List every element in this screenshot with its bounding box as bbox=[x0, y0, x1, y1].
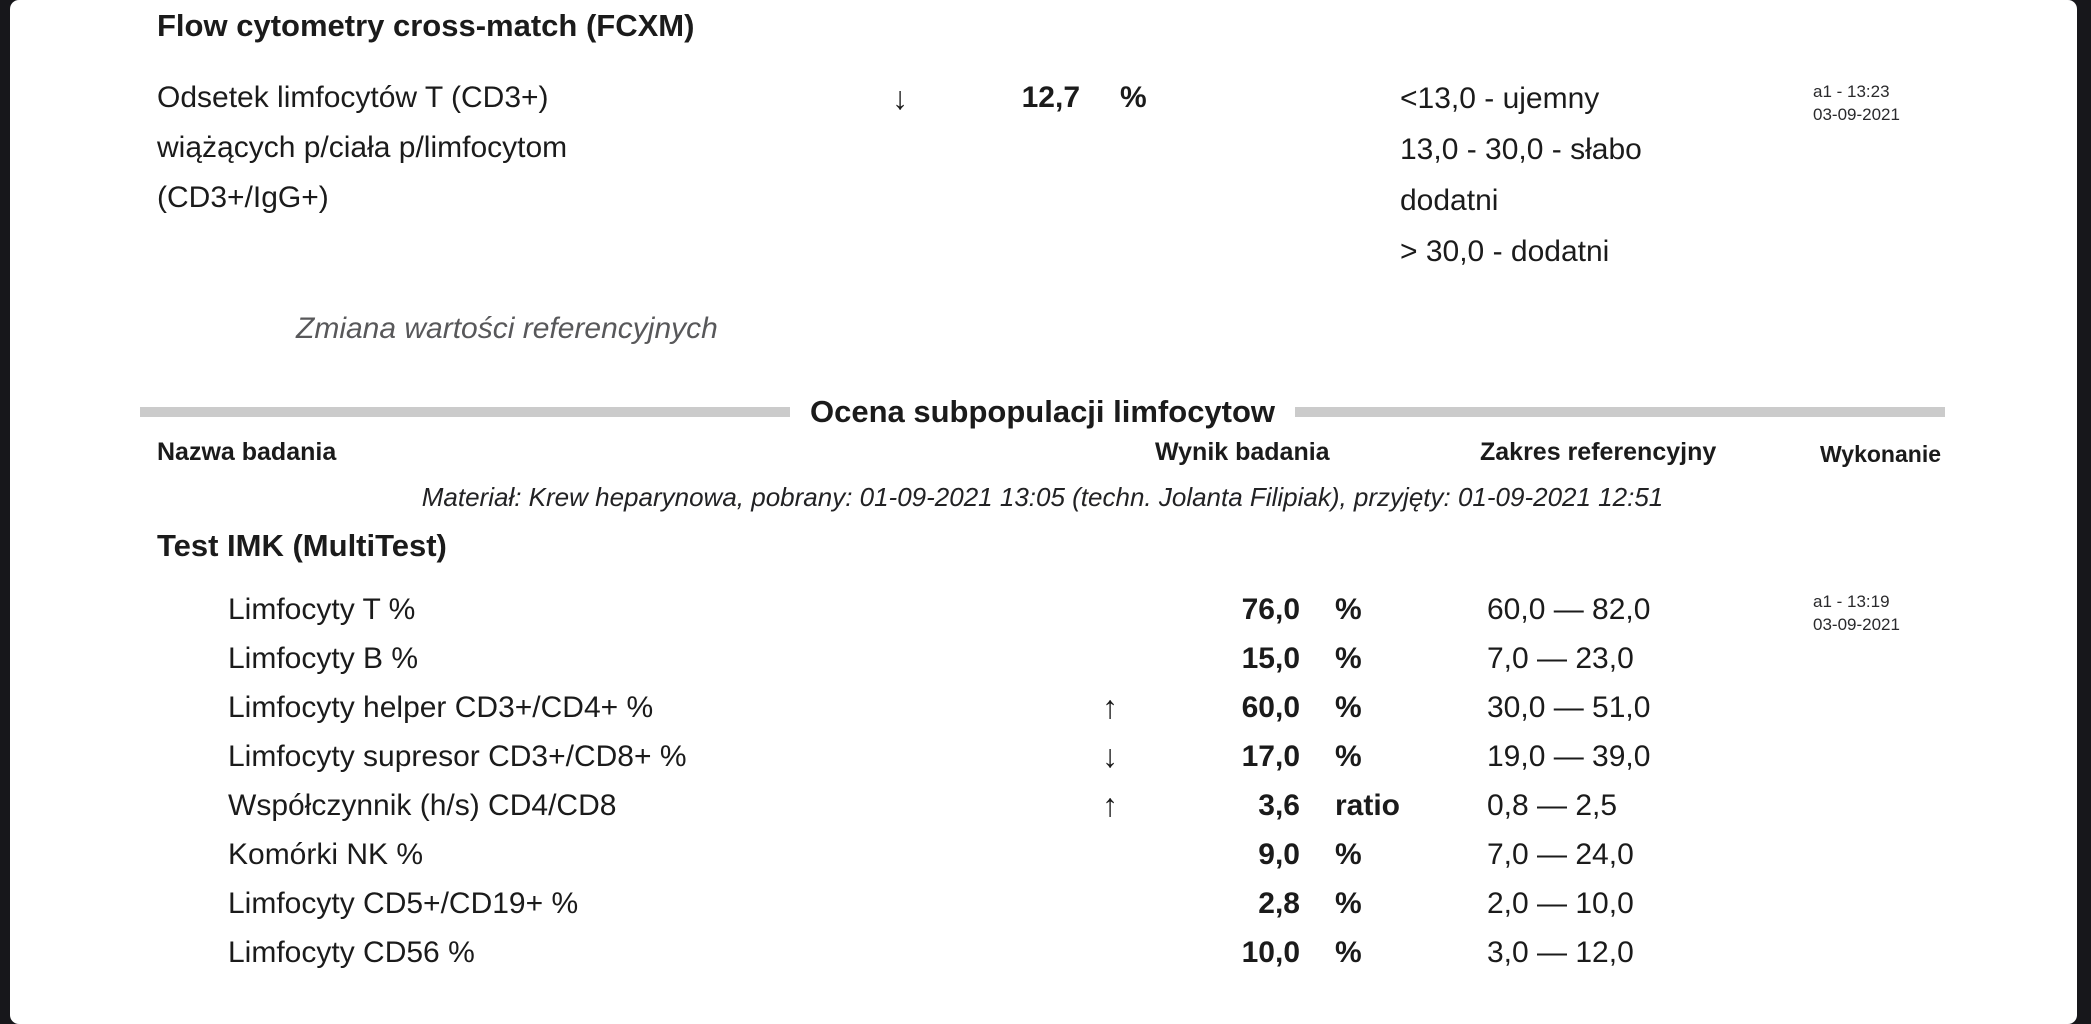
reference-range: 7,0 — 23,0 bbox=[1487, 642, 1634, 675]
test-name: Limfocyty T % bbox=[228, 593, 416, 626]
fcxm-reference-line: <13,0 - ujemny bbox=[1400, 82, 1600, 115]
result-value: 9,0 bbox=[1258, 838, 1300, 871]
fcxm-test-name bbox=[157, 73, 887, 223]
performed-code: a1 - 13:23 bbox=[1813, 82, 1890, 101]
table-row bbox=[10, 683, 2077, 732]
reference-change-note: Zmiana wartości referencyjnych bbox=[296, 312, 718, 345]
abnormal-flag-arrow-icon: ↑ bbox=[1102, 787, 1118, 823]
column-header-performed: Wykonanie bbox=[1820, 441, 1941, 467]
result-value: 76,0 bbox=[1241, 593, 1300, 626]
table-row bbox=[10, 879, 2077, 928]
table-row bbox=[10, 928, 2077, 977]
fcxm-reference-line: 13,0 - 30,0 - słabo bbox=[1400, 133, 1642, 166]
result-unit: % bbox=[1335, 642, 1362, 675]
report-page bbox=[10, 0, 2077, 1024]
result-value: 3,6 bbox=[1258, 789, 1300, 822]
table-row bbox=[10, 585, 2077, 634]
fcxm-reference-line: > 30,0 - dodatni bbox=[1400, 235, 1610, 268]
column-header-result: Wynik badania bbox=[1155, 438, 1330, 466]
reference-range: 3,0 — 12,0 bbox=[1487, 936, 1634, 969]
fcxm-reference-line: dodatni bbox=[1400, 184, 1499, 217]
abnormal-flag-arrow-icon: ↑ bbox=[1102, 689, 1118, 725]
table-row bbox=[10, 634, 2077, 683]
material-info-line: Materiał: Krew heparynowa, pobrany: 01-09-2021 13:05 (techn. Jolanta Filipiak), przyjęty: 01-09-2021 12:51 bbox=[421, 482, 1664, 512]
test-name: Współczynnik (h/s) CD4/CD8 bbox=[228, 789, 617, 822]
result-unit: % bbox=[1335, 887, 1362, 920]
test-name: Limfocyty helper CD3+/CD4+ % bbox=[228, 691, 654, 724]
performed-code: a1 - 13:19 bbox=[1813, 592, 1890, 611]
test-name: Limfocyty CD56 % bbox=[228, 936, 475, 969]
result-unit: % bbox=[1335, 740, 1362, 773]
fcxm-result-value: 12,7 bbox=[1021, 81, 1080, 114]
result-value: 17,0 bbox=[1241, 740, 1300, 773]
reference-range: 30,0 — 51,0 bbox=[1487, 691, 1651, 724]
abnormal-low-arrow-icon: ↓ bbox=[892, 80, 908, 116]
reference-range: 0,8 — 2,5 bbox=[1487, 789, 1618, 822]
abnormal-flag-arrow-icon: ↓ bbox=[1102, 738, 1118, 774]
result-value: 60,0 bbox=[1241, 691, 1300, 724]
fcxm-reference-range bbox=[1400, 73, 1800, 277]
table-row bbox=[10, 732, 2077, 781]
result-value: 10,0 bbox=[1241, 936, 1300, 969]
result-unit: ratio bbox=[1335, 789, 1401, 822]
imk-results-table bbox=[10, 585, 2077, 977]
section-title: Ocena subpopulacji limfocytow bbox=[809, 394, 1276, 429]
performed-date: 03-09-2021 bbox=[1813, 615, 1900, 634]
result-value: 15,0 bbox=[1241, 642, 1300, 675]
section-header bbox=[140, 392, 1945, 432]
table-row bbox=[10, 830, 2077, 879]
test-name: Komórki NK % bbox=[228, 838, 424, 871]
reference-range: 7,0 — 24,0 bbox=[1487, 838, 1634, 871]
result-unit: % bbox=[1335, 593, 1362, 626]
fcxm-section-title: Flow cytometry cross-match (FCXM) bbox=[157, 8, 695, 43]
result-unit: % bbox=[1335, 838, 1362, 871]
reference-range: 60,0 — 82,0 bbox=[1487, 593, 1651, 626]
fcxm-test-name-line: (CD3+/IgG+) bbox=[157, 181, 329, 214]
fcxm-test-name-line: wiążących p/ciała p/limfocytom bbox=[157, 131, 568, 164]
section-divider-bar-left bbox=[140, 407, 790, 417]
test-name: Limfocyty CD5+/CD19+ % bbox=[228, 887, 579, 920]
fcxm-test-name-line: Odsetek limfocytów T (CD3+) bbox=[157, 81, 549, 114]
performed-date: 03-09-2021 bbox=[1813, 105, 1900, 124]
test-name: Limfocyty B % bbox=[228, 642, 419, 675]
result-unit: % bbox=[1335, 691, 1362, 724]
fcxm-performed-stamp bbox=[1813, 80, 1900, 126]
column-header-reference-range: Zakres referencyjny bbox=[1480, 438, 1717, 466]
test-name: Limfocyty supresor CD3+/CD8+ % bbox=[228, 740, 687, 773]
reference-range: 2,0 — 10,0 bbox=[1487, 887, 1634, 920]
result-unit: % bbox=[1335, 936, 1362, 969]
column-header-test-name: Nazwa badania bbox=[157, 438, 337, 466]
table-row bbox=[10, 781, 2077, 830]
result-value: 2,8 bbox=[1258, 887, 1300, 920]
fcxm-result-unit: % bbox=[1120, 81, 1147, 114]
section-divider-bar-right bbox=[1295, 407, 1945, 417]
reference-range: 19,0 — 39,0 bbox=[1487, 740, 1651, 773]
test-group-title: Test IMK (MultiTest) bbox=[157, 528, 447, 563]
